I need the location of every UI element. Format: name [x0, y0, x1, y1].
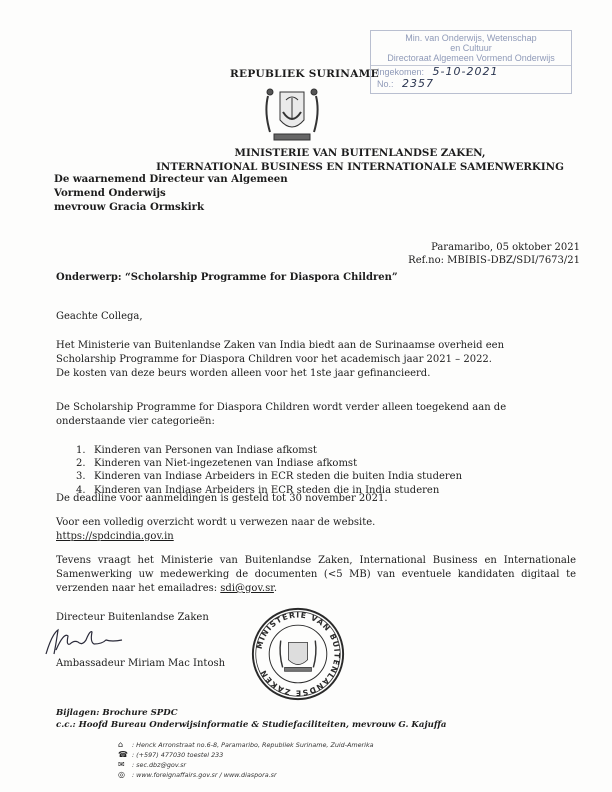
- documents-paragraph: [56, 554, 576, 596]
- annex: [56, 708, 447, 731]
- received-stamp: [370, 30, 572, 94]
- addressee: [54, 172, 288, 214]
- stamp-org-line1: Min. van Onderwijs, Wetenschap: [405, 33, 537, 43]
- official-seal-icon: [250, 606, 346, 702]
- paragraph-intro-line2: Scholarship Programme for Diaspora Children voor het academisch jaar 2021 – 2022.: [56, 354, 492, 365]
- coat-of-arms-icon: [260, 82, 324, 144]
- footer-email-text[interactable]: : sec.dbz@gov.sr: [132, 761, 187, 769]
- footer-web-text[interactable]: : www.foreignaffairs.gov.sr / www.diaspora.sr: [132, 771, 277, 779]
- addressee-line3: mevrouw Gracia Ormskirk: [54, 201, 205, 213]
- footer-phone-text: : (+597) 477030 toestel 233: [132, 751, 224, 759]
- country-heading: REPUBLIEK SURINAME: [230, 68, 379, 80]
- list-item-text: Kinderen van Indiase Arbeiders in ECR steden die in India studeren: [94, 484, 440, 496]
- stamp-number-value: 2357: [402, 77, 435, 90]
- deadline-paragraph: De deadline voor aanmeldingen is gesteld tot 30 november 2021.: [56, 493, 388, 504]
- signer-name: Ambassadeur Miriam Mac Intosh: [56, 658, 226, 669]
- stamp-org-line2: en Cultuur: [450, 43, 492, 53]
- stamp-header: [371, 31, 571, 66]
- place-date: Paramaribo, 05 oktober 2021: [431, 242, 580, 253]
- footer-phone: [118, 750, 374, 760]
- paragraph-eligibility: [56, 401, 576, 429]
- footer-address-text: : Henck Arronstraat no.6-8, Paramaribo, Republiek Suriname, Zuid-Amerika: [132, 741, 374, 749]
- ministry-line1: MINISTERIE VAN BUITENLANDSE ZAKEN,: [234, 147, 486, 159]
- website-link[interactable]: https://spdcindia.gov.in: [56, 531, 174, 542]
- category-list: [76, 444, 462, 497]
- paragraph-intro: [56, 339, 576, 381]
- subject-line: Onderwerp: “Scholarship Programme for Diaspora Children”: [56, 272, 398, 283]
- addressee-line1: De waarnemend Directeur van Algemeen: [54, 173, 288, 185]
- paragraph-intro-line3: De kosten van deze beurs worden alleen voor het 1ste jaar gefinancieerd.: [56, 368, 431, 379]
- paragraph-eligibility-line2: onderstaande vier categorieën:: [56, 416, 215, 427]
- list-item-text: Kinderen van Niet-ingezetenen van Indiase afkomst: [94, 458, 358, 470]
- footer-contact: [118, 740, 374, 780]
- website-text: Voor een volledig overzicht wordt u verwezen naar de website.: [56, 517, 376, 528]
- home-icon: ⌂: [118, 740, 124, 749]
- stamp-received-row: [371, 66, 571, 78]
- attachments-line: Bijlagen: Brochure SPDC: [56, 708, 178, 718]
- globe-icon: ◎: [118, 770, 125, 779]
- email-icon: ✉: [118, 760, 125, 769]
- stamp-number-label: No.:: [377, 79, 394, 89]
- documents-end: .: [273, 583, 278, 594]
- stamp-received-date: 5-10-2021: [432, 65, 499, 78]
- list-item-number: 2.: [76, 458, 86, 470]
- greeting: Geachte Collega,: [56, 311, 143, 322]
- list-item-text: Kinderen van Indiase Arbeiders in ECR steden die buiten India studeren: [94, 471, 463, 483]
- list-item: [76, 470, 462, 483]
- website-paragraph: [56, 516, 576, 544]
- stamp-number-row: [371, 78, 571, 90]
- signer-title: Directeur Buitenlandse Zaken: [56, 612, 209, 623]
- paragraph-eligibility-line1: De Scholarship Programme for Diaspora Children wordt verder alleen toegekend aan de: [56, 402, 507, 413]
- stamp-org-line3: Directoraat Algemeen Vormend Onderwijs: [387, 53, 555, 63]
- seal-text: MINISTERIE VAN BUITENLANDSE ZAKEN: [254, 610, 342, 698]
- letter-meta: [342, 241, 580, 267]
- phone-icon: ☎: [118, 750, 128, 759]
- reference-number: Ref.no: MBIBIS-DBZ/SDI/7673/21: [408, 255, 580, 266]
- list-item: [76, 444, 462, 457]
- addressee-line2: Vormend Onderwijs: [54, 187, 166, 199]
- list-item-text: Kinderen van Personen van Indiase afkomst: [94, 445, 317, 456]
- stamp-received-label: Ingekomen:: [377, 67, 425, 77]
- documents-text: Tevens vraagt het Ministerie van Buitenlandse Zaken, International Business en Internationale Samenwerking uw medewerking de documenten (<5 MB) van eventuele kandidaten digitaal te verzenden naar het emailadres:: [56, 555, 576, 594]
- list-item-number: 3.: [76, 471, 86, 483]
- footer-email: [118, 760, 374, 770]
- signature-icon: [42, 626, 142, 656]
- list-item-number: 1.: [76, 445, 86, 456]
- footer-address: [118, 740, 374, 750]
- cc-line: c.c.: Hoofd Bureau Onderwijsinformatie & Studiefaciliteiten, mevrouw G. Kajuffa: [56, 719, 447, 730]
- list-item: [76, 457, 462, 470]
- email-link[interactable]: sdi@gov.sr: [220, 583, 274, 594]
- ministry-line2: INTERNATIONAL BUSINESS EN INTERNATIONALE SAMENWERKING: [156, 161, 564, 173]
- list-item-number: 4.: [76, 484, 86, 496]
- footer-web: [118, 770, 374, 780]
- ministry-heading: [120, 146, 600, 174]
- paragraph-intro-line1: Het Ministerie van Buitenlandse Zaken van India biedt aan de Surinaamse overheid een: [56, 340, 505, 351]
